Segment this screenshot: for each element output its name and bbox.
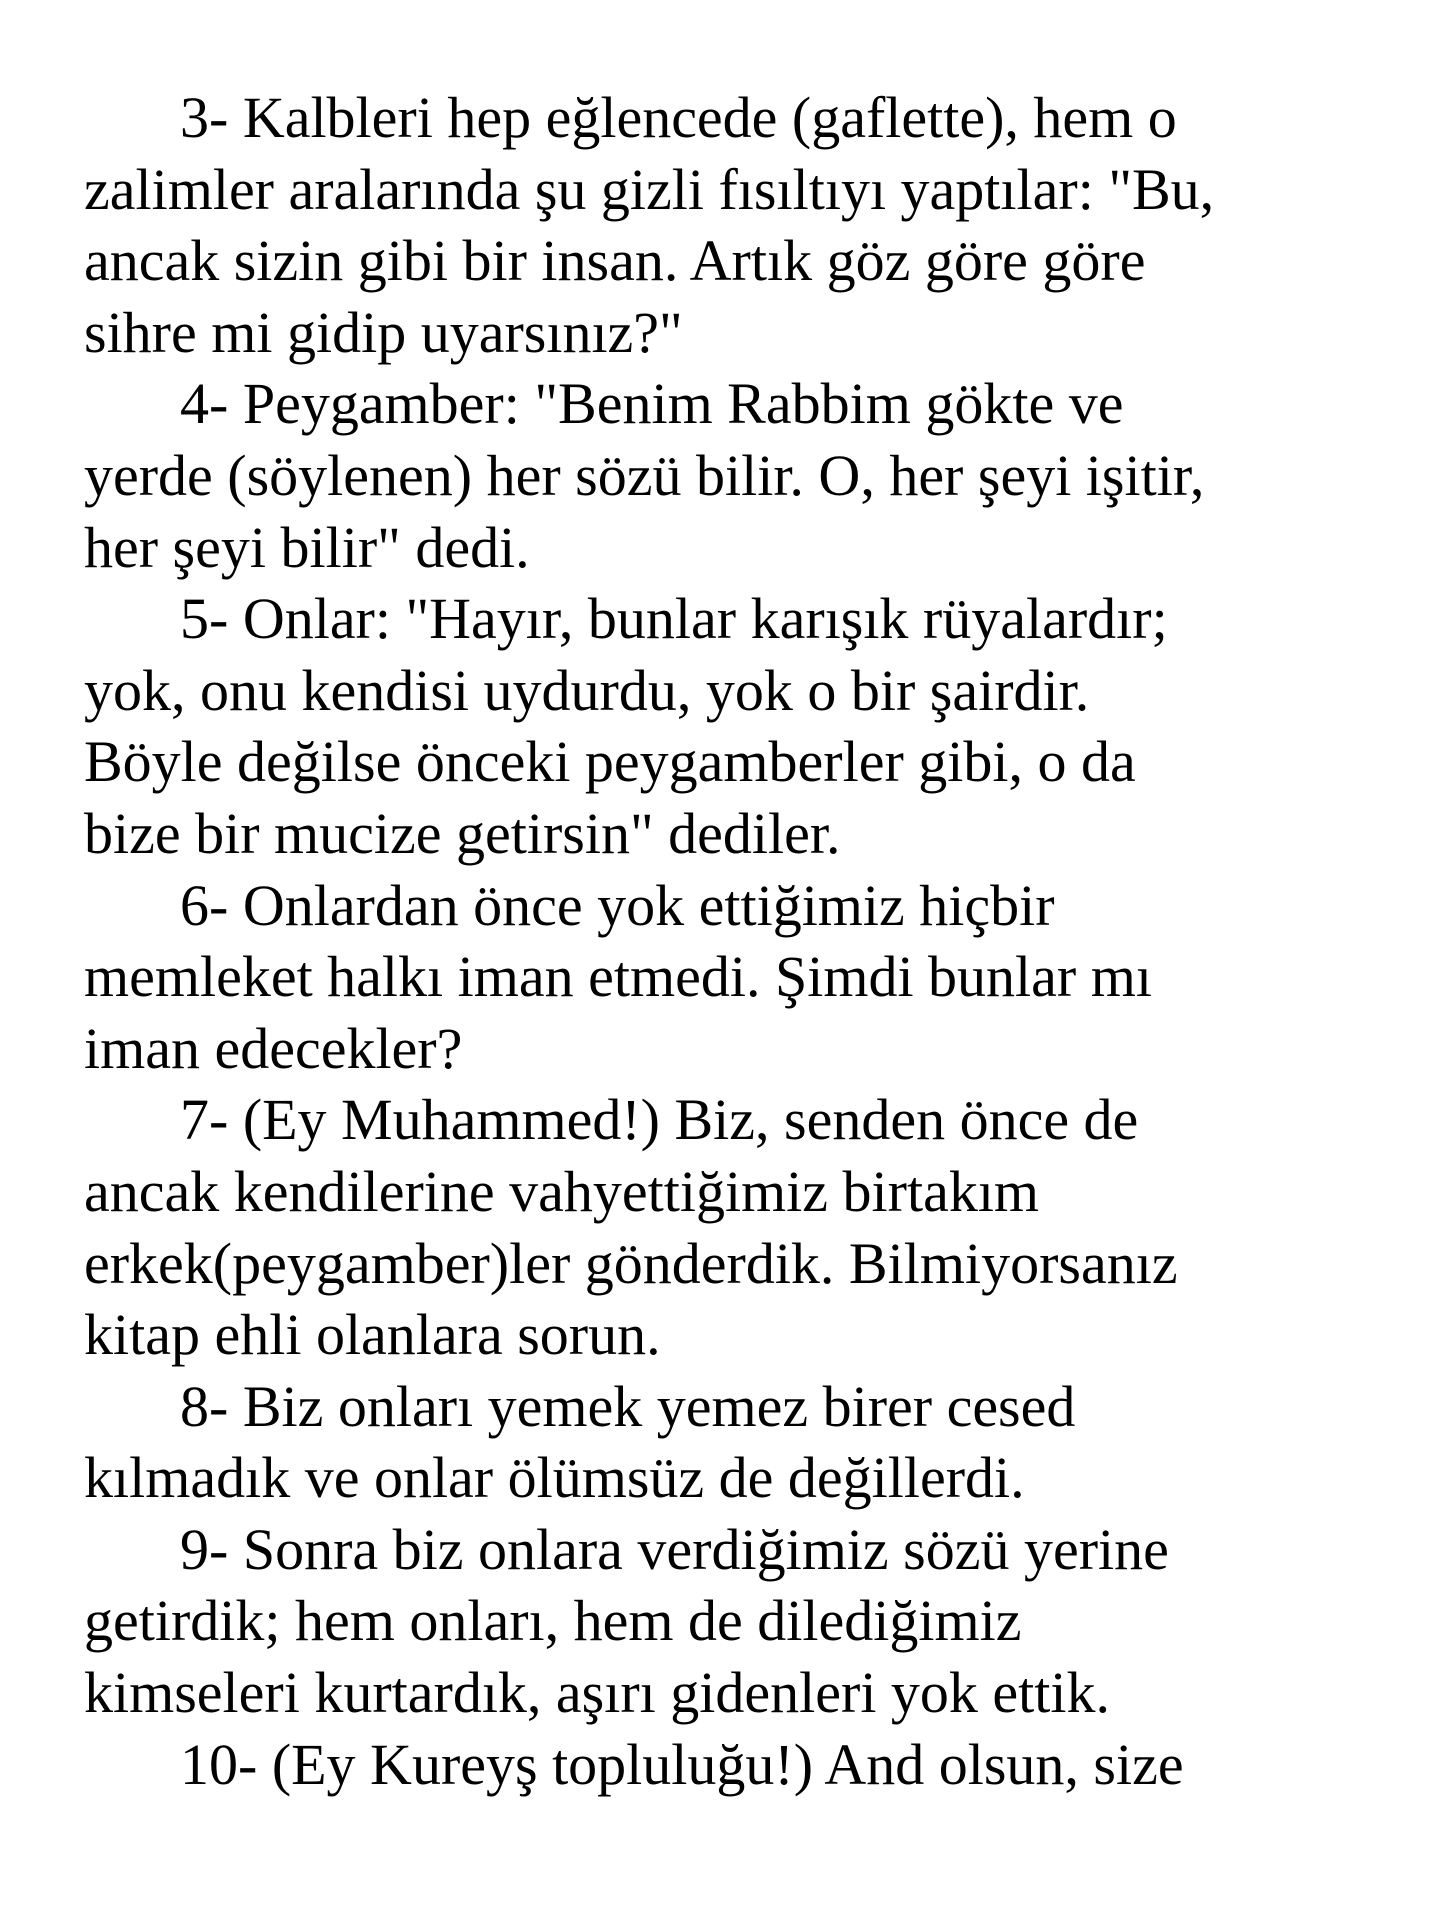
verse-line: yok, onu kendisi uydurdu, yok o bir şairdir.	[84, 657, 1090, 723]
verse-10	[84, 1729, 1370, 1801]
verse-8	[84, 1371, 1370, 1514]
verse-line: sihre mi gidip uyarsınız?"	[84, 299, 683, 365]
verse-5	[84, 583, 1370, 869]
verse-line: 4- Peygamber: "Benim Rabbim gökte ve	[180, 371, 1124, 437]
verse-4	[84, 368, 1370, 583]
verse-line: her şeyi bilir" dedi.	[84, 514, 530, 580]
verse-line: iman edecekler?	[84, 1015, 463, 1081]
verse-line: bize bir mucize getirsin" dediler.	[84, 800, 841, 866]
verse-line: memleket halkı iman etmedi. Şimdi bunlar mı	[84, 944, 1152, 1010]
verse-line: erkek(peygamber)ler gönderdik. Bilmiyorsanız	[84, 1230, 1178, 1296]
verse-line: kimseleri kurtardık, aşırı gidenleri yok ettik.	[84, 1660, 1111, 1726]
verse-9	[84, 1514, 1370, 1729]
verse-line: 7- (Ey Muhammed!) Biz, senden önce de	[180, 1087, 1139, 1153]
verse-3	[84, 82, 1370, 368]
verse-line: ancak kendilerine vahyettiğimiz birtakım	[84, 1158, 1040, 1224]
verse-line: 9- Sonra biz onlara verdiğimiz sözü yerine	[180, 1516, 1169, 1582]
verse-line: 5- Onlar: "Hayır, bunlar karışık rüyalardır;	[180, 586, 1168, 652]
verse-line: kitap ehli olanlara sorun.	[84, 1302, 661, 1368]
verse-line: ancak sizin gibi bir insan. Artık göz göre göre	[84, 228, 1146, 294]
verse-line: yerde (söylenen) her sözü bilir. O, her şeyi işitir,	[84, 442, 1205, 508]
verse-line: Böyle değilse önceki peygamberler gibi, o da	[84, 729, 1136, 795]
verse-line: 6- Onlardan önce yok ettiğimiz hiçbir	[180, 872, 1055, 938]
verse-7	[84, 1084, 1370, 1370]
verse-line: 10- (Ey Kureyş topluluğu!) And olsun, size	[180, 1731, 1184, 1797]
verse-line: getirdik; hem onları, hem de dilediğimiz	[84, 1588, 1022, 1654]
verse-line: 3- Kalbleri hep eğlencede (gaflette), hem o	[180, 85, 1177, 150]
verse-line: 8- Biz onları yemek yemez birer cesed	[180, 1373, 1076, 1439]
verse-line: zalimler aralarında şu gizli fısıltıyı yaptılar: "Bu,	[84, 156, 1215, 222]
verse-6	[84, 870, 1370, 1085]
verse-line: kılmadık ve onlar ölümsüz de değillerdi.	[84, 1445, 1025, 1511]
